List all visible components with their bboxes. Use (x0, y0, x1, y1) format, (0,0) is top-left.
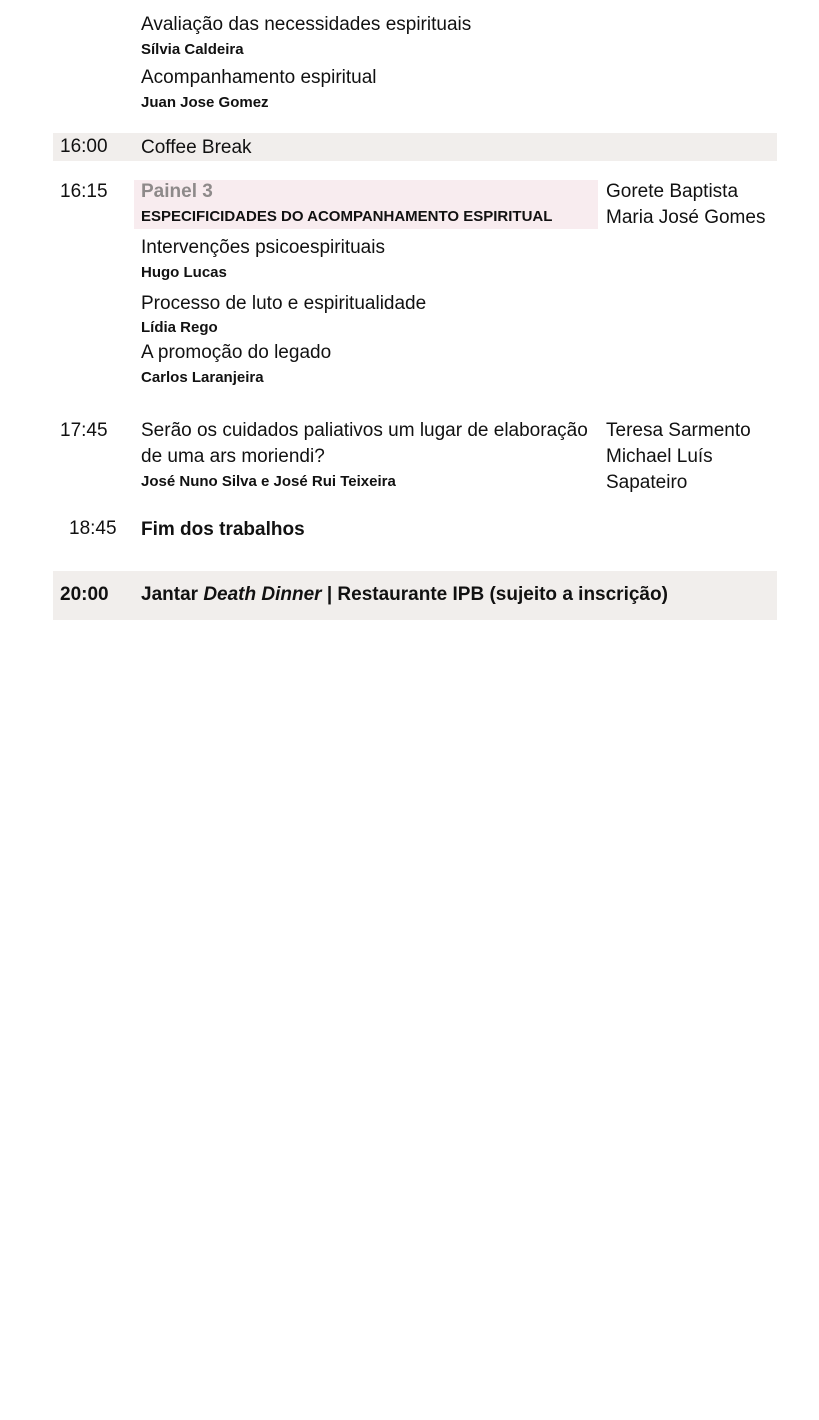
talk-speaker: Sílvia Caldeira (141, 41, 244, 58)
session-1745-time: 17:45 (60, 420, 108, 441)
panel3-time: 16:15 (60, 181, 108, 202)
session-1745-moderator: Michael Luís (606, 446, 713, 467)
dinner-name: Death Dinner (203, 584, 322, 605)
talk-speaker: Hugo Lucas (141, 264, 227, 281)
coffee-break-time: 16:00 (60, 136, 108, 157)
panel3-moderator: Gorete Baptista (606, 181, 739, 202)
panel3-title: Painel 3 (141, 181, 213, 202)
panel3-subtitle: ESPECIFICIDADES DO ACOMPANHAMENTO ESPIRITUAL (141, 208, 553, 225)
session-1745-moderator: Teresa Sarmento (606, 420, 751, 441)
closing-label: Fim dos trabalhos (141, 519, 305, 540)
session-1745-title-line2: de uma ars moriendi? (141, 446, 325, 467)
talk-title: A promoção do legado (141, 342, 332, 363)
panel3-moderator: Maria José Gomes (606, 207, 766, 228)
closing-time: 18:45 (69, 518, 117, 539)
coffee-break-label: Coffee Break (141, 137, 252, 158)
talk-speaker: Lídia Rego (141, 319, 218, 336)
talk-title: Intervenções psicoespirituais (141, 237, 385, 258)
talk-title: Avaliação das necessidades espirituais (141, 14, 472, 35)
talk-speaker: Juan Jose Gomez (141, 94, 269, 111)
session-1745-speakers: José Nuno Silva e José Rui Teixeira (141, 473, 396, 490)
dinner-prefix: Jantar (141, 584, 204, 605)
talk-title: Acompanhamento espiritual (141, 67, 377, 88)
session-1745-moderator: Sapateiro (606, 472, 688, 493)
talk-speaker: Carlos Laranjeira (141, 369, 264, 386)
talk-title: Processo de luto e espiritualidade (141, 293, 427, 314)
session-1745-title-line1: Serão os cuidados paliativos um lugar de elaboração (141, 420, 588, 441)
dinner-suffix: | Restaurante IPB (sujeito a inscrição) (321, 584, 668, 605)
dinner-time: 20:00 (60, 584, 109, 605)
dinner-label (141, 584, 668, 606)
